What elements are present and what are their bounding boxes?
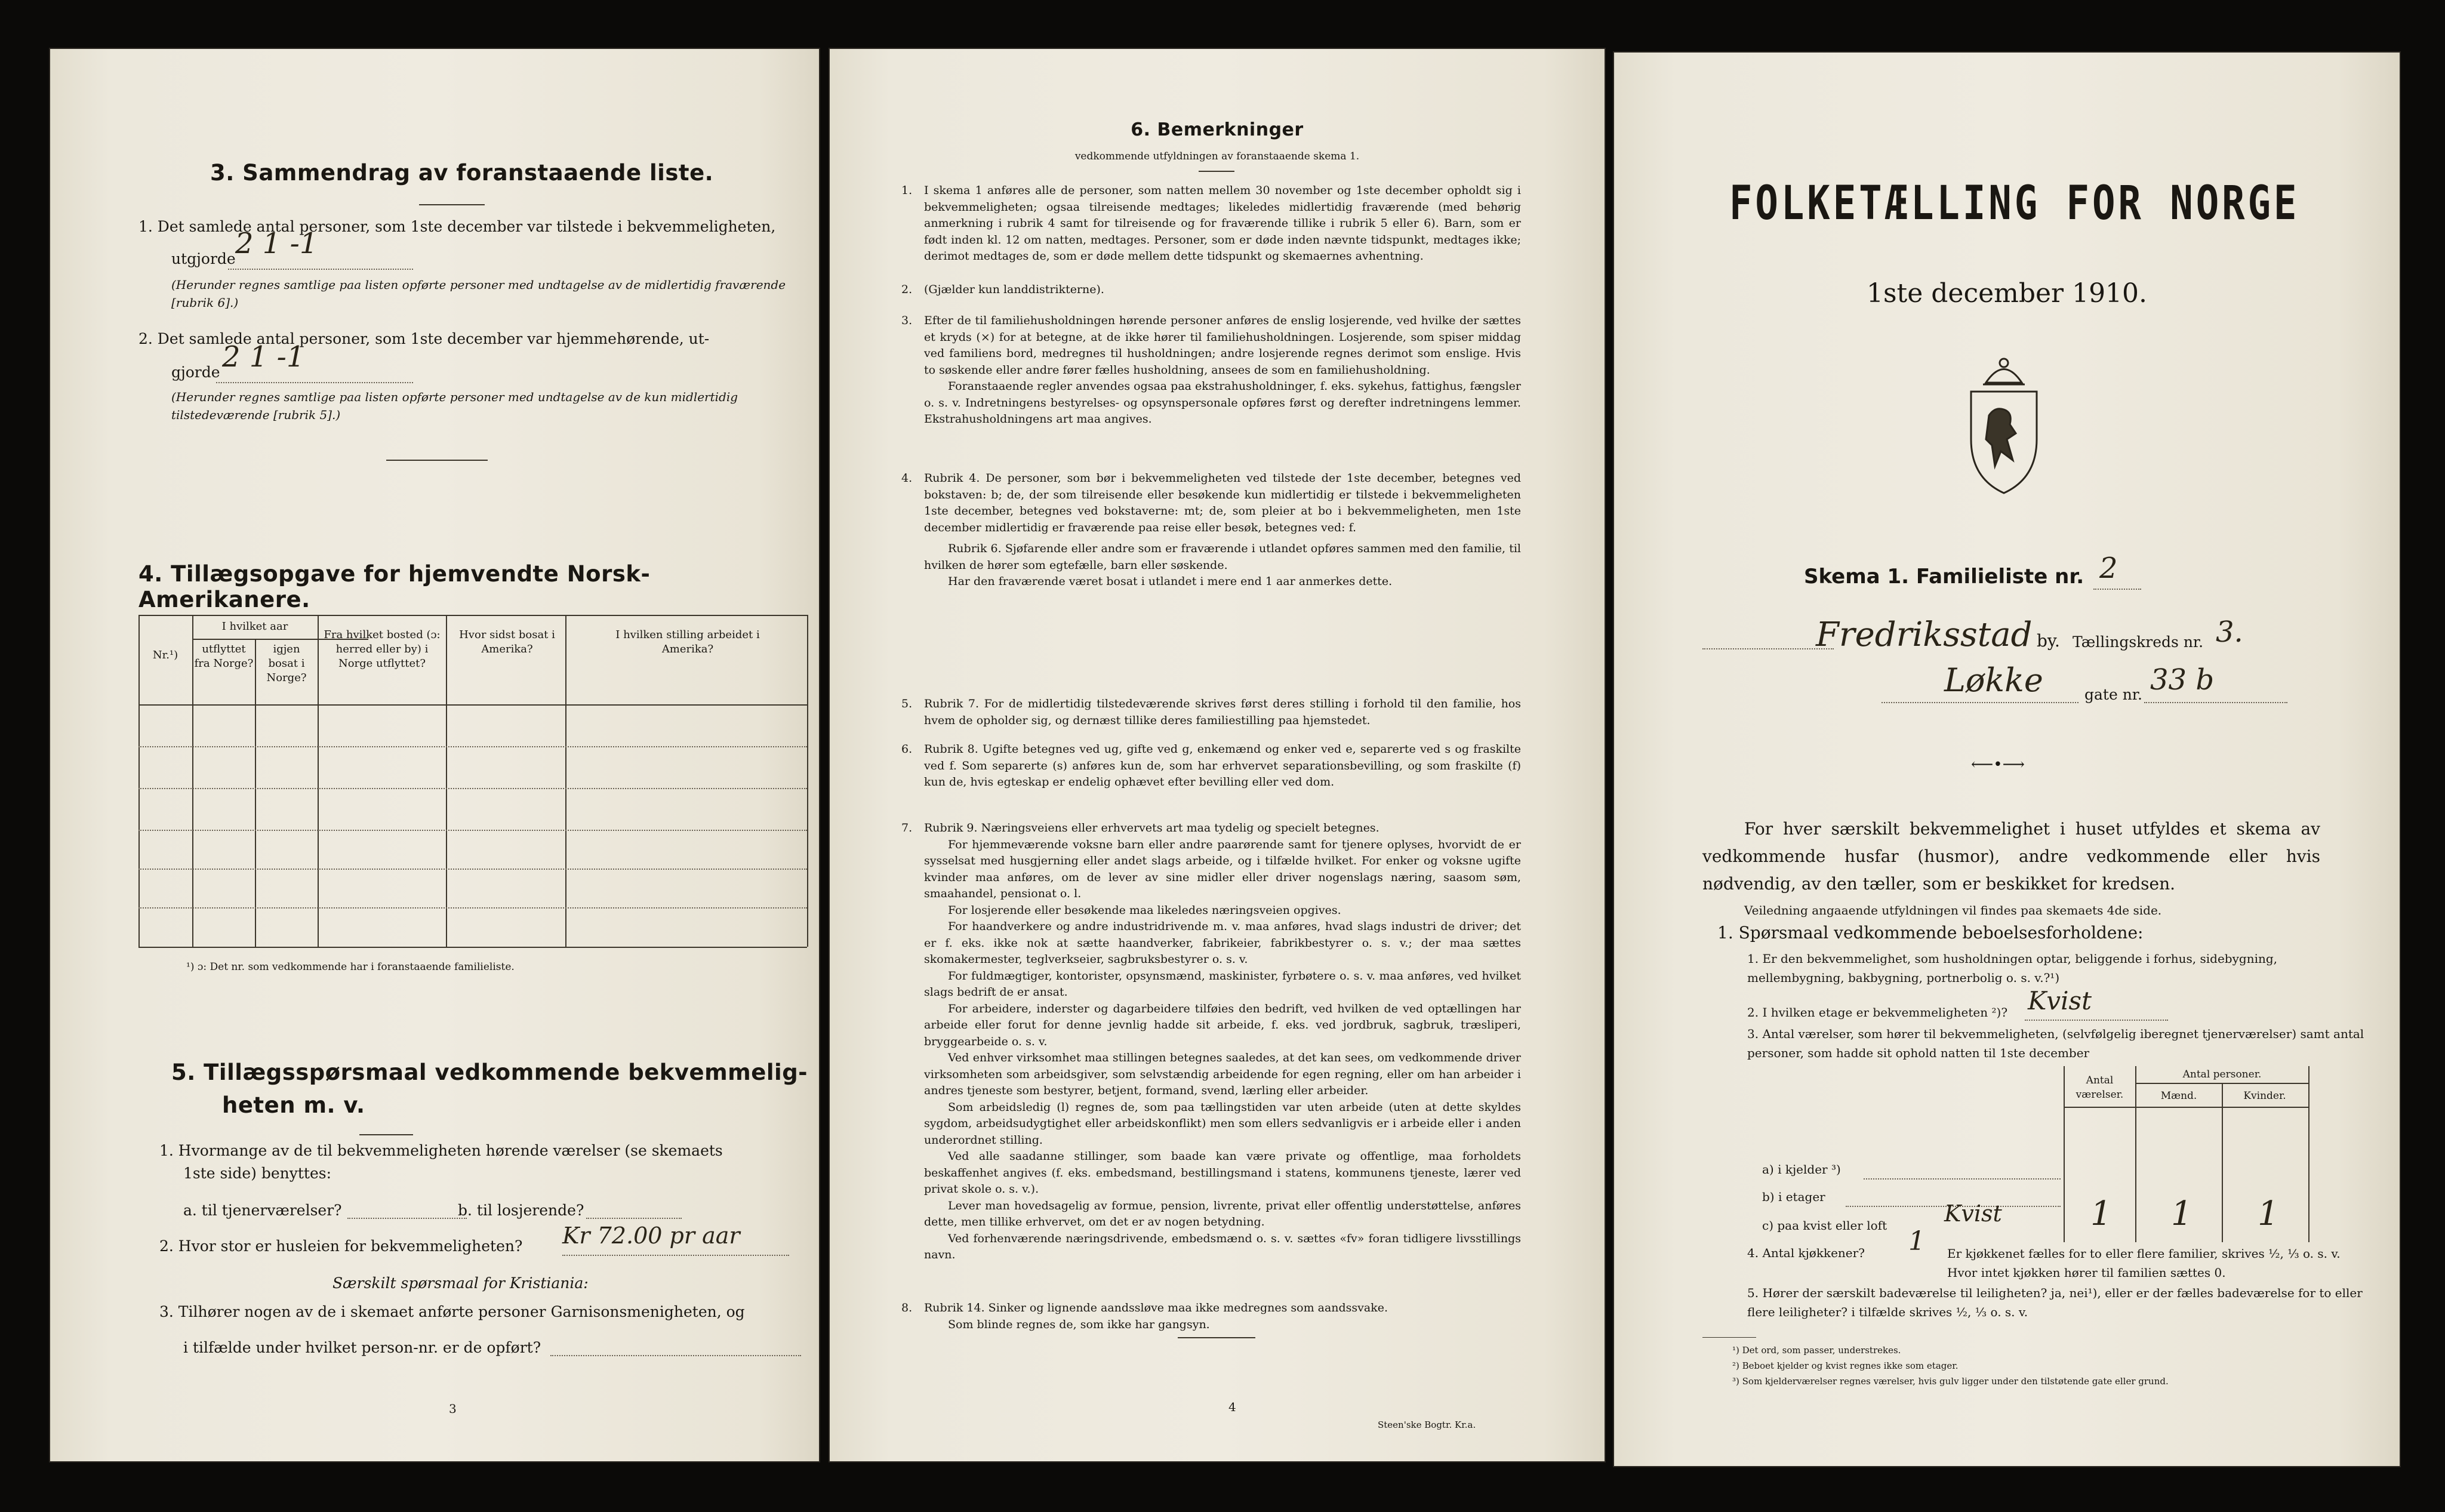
remark-7 [901,820,1521,1264]
table-vline [2135,1066,2136,1242]
table-row-line [138,830,807,831]
footnote-2: ²) Beboet kjelder og kvist regnes ikke som etager. [1732,1360,1959,1371]
row-kjelder: a) i kjelder ³) [1762,1162,1841,1177]
table-vline [2308,1066,2309,1242]
table-row-line [138,746,807,747]
row-kvist-women: 1 [2258,1194,2279,1233]
fill-line [562,1255,789,1256]
remark-7-text-c: For losjerende eller besøkende maa likeledes næringsveien opgives. [948,903,1341,917]
table-header-group: I hvilket aar [221,620,288,633]
remark-7-text-d: For haandverkere og andre industridrivende m. v. maa anføres, hvad slags industri de driver; det er f. eks. ikke nok at sætte haandverker, fabrikeier, fabrikbestyrer o. s. v.; der maa sættes skomakermester, teglverkseier, sagbruksbestyrer o. s. v. [924,920,1521,966]
table-vline [318,615,319,947]
table-header-bottom [138,704,807,706]
sec3-item1-note: (Herunder regnes samtlige paa listen opførte personer med undtagelse av de midlertidig fraværende [rubrik 6].) [171,278,786,310]
table-row-line [138,869,807,870]
remark-6-text: Rubrik 8. Ugifte betegnes ved ug, gifte ved g, enkemænd og enker ved e, separerte ved s og fraskilte ved f. Som separerte (s) anføres kun de, som har erhvervet separationsbevilling, og som fraskilte (f) kun de, hvis egteskap er endelig ophævet efter bevilling eller ved dom. [924,743,1521,789]
remark-4-text-b: Rubrik 6. Sjøfarende eller andre som er fraværende i utlandet opføres sammen med den familie, til hvilken de hører som egtefælle, barn eller søskende. [924,542,1521,572]
middle-page [829,48,1606,1462]
remark-7-text-g: Ved enhver virksomhet maa stillingen betegnes saaledes, at det kan sees, om vedkommende driver virksomheten som arbeidsgiver, som selvstændig arbeidende for egen regning, eller om han arbeider i andres tjeneste som bestyrer, betjent, formand, svend, lærling eller arbeider. [924,1051,1521,1097]
by-label: by. [2037,631,2060,651]
census-date: 1ste december 1910. [1866,278,2148,309]
remark-6 [901,741,1521,791]
table-header-women: Kvinder. [2243,1090,2286,1102]
question-1: 1. Er den bekvemmelighet, som husholdningen optar, beliggende i forhus, sidebygning, mellembygning, bakbygning, portnerbolig o. s. v.?¹) [1747,951,2278,985]
page-number: 4 [1228,1400,1236,1414]
fill-line [1702,648,1834,649]
sec5-special: Særskilt spørsmaal for Kristiania: [332,1274,589,1292]
sec5-q1-b: b. til losjerende? [458,1202,584,1219]
street-handwritten: Løkke [1944,661,2043,699]
remark-3-text-b: Foranstaaende regler anvendes ogsaa paa ekstrahusholdninger, f. eks. sykehus, fattighus, fængsler o. s. v. Indretningens bestyrelses- og opsynspersonale opføres først og derefter indretningens lemmer. Ekstrahusholdningens art maa angives. [924,380,1521,426]
table-row-line [138,907,807,909]
row-kvist-handwritten: Kvist [1944,1200,2002,1227]
fill-line [2144,702,2287,703]
table-footnote: ¹) ɔ: Det nr. som vedkommende har i foranstaaende familieliste. [186,961,515,973]
fill-line [2025,1020,2168,1021]
remark-7-text: Rubrik 9. Næringsveiens eller erhvervets art maa tydelig og specielt betegnes. [924,821,1379,834]
page-number: 3 [449,1402,457,1416]
remark-7-text-b: For hjemmeværende voksne barn eller andre paarørende samt for tjenere oplyses, hvorvidt de er sysselsat med husgjerning eller andet slags arbeide, og i tilfælde hvilket. For enker og voksne ugifte kvinder maa anføres, om de lever av sine midler eller driver nogenslags næring, saasom søm, smaahandel, pensionat o. l. [924,837,1521,900]
question-4-rest: Er kjøkkenet fælles for to eller flere familier, skrives ½, ⅓ o. s. v. Hvor intet kjøkken hører til familien sættes 0. [1947,1246,2341,1280]
remark-number: 7. [901,821,913,834]
section-5-title: 5. Tillægsspørsmaal vedkommende bekvemmelig- [171,1060,808,1085]
table-vline [446,615,447,947]
row-kvist-men: 1 [2171,1194,2193,1233]
sec3-item2-label: gjorde [171,364,220,381]
table-row-line [138,788,807,789]
footnote-3: ³) Som kjelderværelser regnes værelser, hvis gulv ligger under den tilstøtende gate eller grund. [1732,1376,2169,1387]
right-page [1613,51,2401,1467]
question-5: 5. Hører der særskilt badeværelse til leiligheten? ja, nei¹), eller er der fælles badeværelse for to eller flere leiligheter? i tilfælde skrives ½, ⅓ o. s. v. [1747,1286,2363,1319]
city-handwritten: Fredriksstad [1816,615,2033,654]
census-title: FOLKETÆLLING FOR NORGE [1729,177,2300,230]
fill-line [550,1355,801,1356]
question-2-handwritten: Kvist [2028,986,2092,1015]
norway-coat-of-arms-icon [1953,350,2055,499]
remark-7-text-f: For arbeidere, inderster og dagarbeidere tilføies den bedrift, ved hvilken de ved optællingen har arbeide eller forut for denne jevnlig hadde sit arbeide, f. eks. ved jordbruk, sagbruk, træsliperi, bryggearbeide o. s. v. [924,1002,1521,1048]
sec3-item1-line1: 1. Det samlede antal personer, som 1ste december var tilstede i bekvemmeligheten, [138,218,776,235]
divider [1199,171,1234,172]
remark-number: 1. [901,184,913,197]
table-vline [2064,1066,2065,1242]
remark-3 [901,313,1521,428]
table-border-bottom [138,947,807,948]
divider [1178,1337,1255,1338]
divider [386,460,488,461]
footnote-1: ¹) Det ord, som passer, understrekes. [1732,1345,1901,1356]
sec5-q2-handwritten: Kr 72.00 pr aar [562,1222,740,1249]
remark-number: 5. [901,697,913,710]
remark-1-text: I skema 1 anføres alle de personer, som natten mellem 30 november og 1ste december opholdt sig i bekvemmeligheten; ogsaa tilreisende medtages; likeledes midlertidig fraværende (med behørig anmerkning i rubrik 4 samt for tilreisende og for fraværende tillike i rubrik 5 eller 6). Barn, som er født inden kl. 12 om natten, medtages. Personer, som er døde inden nævnte tidspunkt, medtages ikke; derimot medtages de, som er døde mellem dette tidspunkt og skemaernes avhentning. [924,184,1521,263]
remark-1 [901,183,1521,265]
gate-nr-handwritten: 33 b [2150,663,2215,697]
remark-4-text: Rubrik 4. De personer, som bør i bekvemmeligheten ved tilstede der 1ste december, betegnes ved bokstaven: b; de, der som tilreisende eller besøkende kun midlertidig er tilstede i bekvemmeligheten 1ste december, betegnes ved bokstaverne: mt; de, som pleier at bo i bekvemmeligheten, men 1ste december midlertidig er fraværende paa reise eller besøk, betegnes ved: f. [924,472,1521,534]
section-3-title: 3. Sammendrag av foranstaaende liste. [210,160,714,186]
table-header-rooms: Antal værelser. [2076,1074,2124,1101]
question-4-handwritten: 1 [1908,1226,1925,1257]
question-3: 3. Antal værelser, som hører til bekvemmeligheten, (selvfølgelig iberegnet tjenerværelser) samt antal personer, som hadde sit ophold natten til 1ste december [1747,1027,2364,1060]
row-kvist: c) paa kvist eller loft [1762,1218,1887,1233]
questions-title: 1. Spørsmaal vedkommende beboelsesforholdene: [1717,923,2144,943]
table-header-bottom [2064,1107,2308,1108]
kreds-label: Tællingskreds nr. [2073,633,2204,651]
printer-mark: Steen'ske Bogtr. Kr.a. [1378,1419,1476,1430]
table-vline [807,615,808,947]
remark-3-text: Efter de til familiehusholdningen hørende personer anføres de enslig losjerende, ved hvilke der sættes et kryds (×) for at betegne, at de ikke hører til familiehusholdningen. Losjerende, som spiser middag ved familiens bord, medregnes til husholdningen; andre losjerende regnes derimot som enslige. Hvis to søskende eller andre fører fælles husholdning, ansees de som en familiehusholdning. [924,314,1521,377]
table-vline [255,639,256,947]
sec5-q1-line2: 1ste side) benyttes: [183,1165,332,1182]
remarks-title: 6. Bemerkninger [1131,119,1304,140]
remark-number: 2. [901,283,913,296]
remark-4 [901,470,1521,590]
table-header-utflyttet: utflyttet fra Norge? [194,643,254,670]
gate-label: gate nr. [2084,686,2142,703]
fill-line [216,382,413,383]
remark-7-text-e: For fuldmægtiger, kontorister, opsynsmænd, maskinister, fyrbøtere o. s. v. maa anføres, ved hvilket slags bedrift de er ansat. [924,969,1521,999]
remark-7-text-i: Ved alle saadanne stillinger, som baade kan være private og offentlige, maa forholdets beskaffenhet angives (f. eks. embedsmand, bestillingsmand i statens, kommunens tjeneste, lærer ved privat skole o. s. v.). [924,1150,1521,1196]
ornament: ⟵•⟶ [1971,756,2025,774]
table-header-stilling: I hvilken stilling arbeidet i Amerika? [615,629,760,655]
table-group-line [2135,1083,2308,1084]
table-header-bosat: igjen bosat i Norge? [266,643,307,684]
remark-number: 6. [901,743,913,756]
remark-4-text-c: Har den fraværende været bosat i utlandet i mere end 1 aar anmerkes dette. [948,575,1393,588]
remarks-subtitle: vedkommende utfyldningen av foranstaaende skema 1. [1074,150,1360,162]
remark-number: 3. [901,314,913,327]
table-header-persons: Antal personer. [2182,1068,2262,1080]
table-header-men: Mænd. [2160,1090,2197,1102]
left-page [49,48,820,1462]
table-header-bosted: Fra hvilket bosted (ɔ: herred eller by) i Norge utflyttet? [324,629,441,670]
sec5-q1-line1: 1. Hvormange av de til bekvemmeligheten hørende værelser (se skemaets [159,1142,723,1159]
kreds-handwritten: 3. [2216,615,2243,649]
question-2: 2. I hvilken etage er bekvemmeligheten ²)? [1747,1005,2008,1020]
row-etager: b) i etager [1762,1190,1825,1204]
sec5-q1-a: a. til tjenerværelser? [183,1202,342,1219]
remark-2 [901,282,1521,298]
divider [359,1134,413,1135]
sec5-q2-text: 2. Hvor stor er husleien for bekvemmeligheten? [159,1237,523,1255]
table-vline [565,615,566,947]
remark-number: 8. [901,1301,913,1314]
intro-text: For hver særskilt bekvemmelighet i huset utfyldes et skema av vedkommende husfar (husmor), andre vedkommende eller hvis nødvendig, av den tæller, som er beskikket for kredsen. [1702,819,2320,894]
remark-5-text: Rubrik 7. For de midlertidig tilstedeværende skrives først deres stilling i forhold til den familie, hos hvem de opholder sig, og dernæst tillike deres familiestilling paa hjemstedet. [924,697,1521,727]
remark-8 [901,1300,1521,1333]
remark-8-text-b: Som blinde regnes de, som ikke har gangsyn. [948,1317,1210,1331]
table-header-nr: Nr.¹) [152,649,178,661]
familieliste-nr-handwritten: 2 [2099,552,2118,585]
sec3-item1-label: utgjorde [171,250,236,267]
divider [1702,1337,1756,1338]
fill-line [347,1218,467,1219]
table-vline [138,615,140,947]
remark-7-text-k: Ved forhenværende næringsdrivende, embedsmænd o. s. v. sættes «fv» foran tidligere livsstillings navn. [924,1231,1521,1261]
section-4-title: 4. Tillægsopgave for hjemvendte Norsk-Amerikanere. [138,561,651,612]
sec5-q3-line2: i tilfælde under hvilket person-nr. er de opført? [183,1339,541,1356]
remark-5 [901,696,1521,729]
intro-guidance: Veiledning angaaende utfyldningen vil findes paa skemaets 4de side. [1744,903,2162,917]
table-header-amerika: Hvor sidst bosat i Amerika? [459,629,555,655]
section-5-title-cont: heten m. v. [222,1092,365,1118]
sec3-item2-line1: 2. Det samlede antal personer, som 1ste december var hjemmehørende, ut- [138,330,710,347]
sec3-item2-handwritten: 2 1 -1 [222,340,305,374]
remark-8-text: Rubrik 14. Sinker og lignende aandssløve maa ikke medregnes som aandssvake. [924,1301,1388,1314]
fill-line [1864,1178,2061,1180]
remark-7-text-j: Lever man hovedsagelig av formue, pension, livrente, privat eller offentlig understøttelse, anføres dette, men tillike erhvervet, om det er av nogen betydning. [924,1199,1521,1228]
remark-number: 4. [901,472,913,485]
fill-line [228,269,413,270]
remark-7-text-h: Som arbeidsledig (l) regnes de, som paa tællingstiden var uten arbeide (uten at dette skyldes sygdom, arbeidsudygtighet eller arbeidskonflikt) men som ellers sedvanligvis er i arbeide eller i anden underordnet stilling. [924,1100,1521,1147]
fill-line [586,1218,682,1219]
fill-line [1882,702,2078,703]
row-kvist-rooms: 1 [2090,1194,2112,1233]
sec5-q3-line1: 3. Tilhører nogen av de i skemaet anførte personer Garnisonsmenigheten, og [159,1303,745,1320]
table-vline [192,615,193,947]
remark-2-text: (Gjælder kun landdistrikterne). [924,283,1104,296]
fill-line [2093,589,2141,590]
sec3-item1-handwritten: 2 1 -1 [235,227,318,260]
sec3-item2-note: (Herunder regnes samtlige paa listen opførte personer med undtagelse av de kun midlertidig tilstedeværende [rubrik 5].) [171,390,738,422]
divider [419,204,485,205]
table-border-top [138,615,807,616]
question-4: 4. Antal kjøkkener? [1747,1246,1865,1260]
skema-label: Skema 1. Familieliste nr. [1804,565,2084,589]
